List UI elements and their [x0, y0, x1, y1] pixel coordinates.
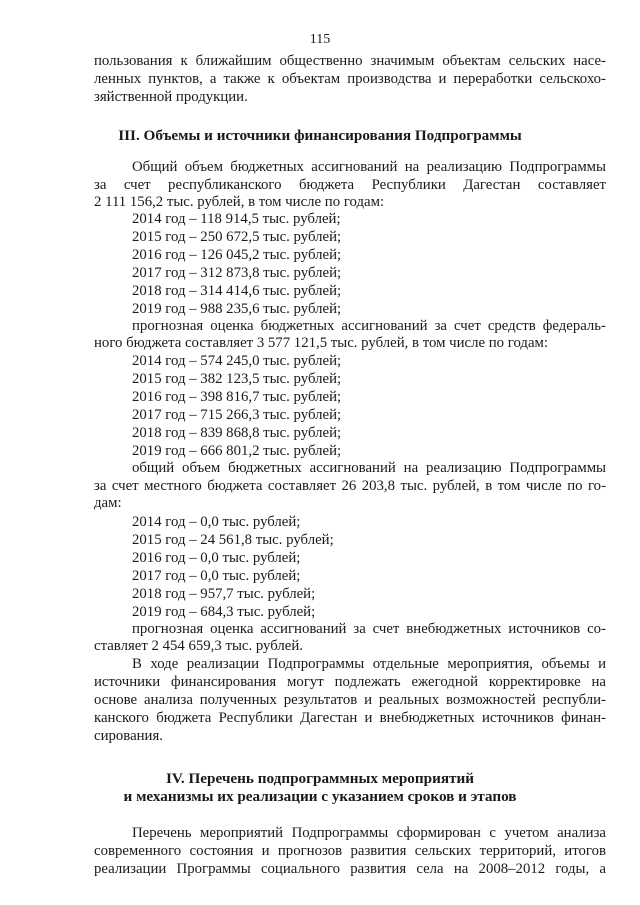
loc-year-2016: 2016 год – 0,0 тыс. рублей; [132, 550, 301, 566]
fed-year-2017: 2017 год – 715 266,3 тыс. рублей; [132, 407, 342, 423]
loc-year-2015: 2015 год – 24 561,8 тыс. рублей; [132, 532, 334, 548]
loc-year-2017: 2017 год – 0,0 тыс. рублей; [132, 568, 301, 584]
s4-para1-line-2: современного состояния и прогнозов развития сельских территорий, итогов [94, 843, 606, 859]
page-number: 115 [309, 32, 331, 47]
intro-line-2: ленных пунктов, а также к объектам производства и переработки сельскохо- [94, 71, 606, 87]
rep-year-2018: 2018 год – 314 414,6 тыс. рублей; [132, 283, 342, 299]
s3-para5-line-1: В ходе реализации Подпрограммы отдельные мероприятия, объемы и [132, 656, 606, 672]
s3-para2-line-1: прогнозная оценка бюджетных ассигнований за счет средств федераль- [132, 318, 606, 334]
s3-para3-line-3: дам: [94, 495, 122, 511]
s3-para1-line-2: за счет республиканского бюджета Республики Дагестан составляет [94, 177, 606, 193]
loc-year-2019: 2019 год – 684,3 тыс. рублей; [132, 604, 316, 620]
rep-year-2014: 2014 год – 118 914,5 тыс. рублей; [132, 211, 341, 227]
s3-para3-line-1: общий объем бюджетных ассигнований на реализацию Подпрограммы [132, 460, 606, 476]
intro-line-1: пользования к ближайшим общественно значимым объектам сельских насе- [94, 53, 606, 69]
loc-year-2018: 2018 год – 957,7 тыс. рублей; [132, 586, 316, 602]
section-4-heading-line-2: и механизмы их реализации с указанием сроков и этапов [123, 788, 517, 805]
s3-para5-line-5: сирования. [94, 728, 163, 744]
fed-year-2015: 2015 год – 382 123,5 тыс. рублей; [132, 371, 342, 387]
s4-para1-line-1: Перечень мероприятий Подпрограммы сформирован с учетом анализа [132, 825, 606, 841]
rep-year-2015: 2015 год – 250 672,5 тыс. рублей; [132, 229, 342, 245]
s3-para4-line-2: ставляет 2 454 659,3 тыс. рублей. [94, 638, 303, 654]
s3-para1-line-1: Общий объем бюджетных ассигнований на реализацию Подпрограммы [132, 159, 606, 175]
fed-year-2019: 2019 год – 666 801,2 тыс. рублей; [132, 443, 342, 459]
s4-para1-line-3: реализации Программы социального развития села на 2008–2012 годы, а [94, 861, 606, 877]
s3-para3-line-2: за счет местного бюджета составляет 26 203,8 тыс. рублей, в том числе по го- [94, 478, 606, 494]
loc-year-2014: 2014 год – 0,0 тыс. рублей; [132, 514, 301, 530]
section-3-heading: III. Объемы и источники финансирования Подпрограммы [118, 127, 522, 144]
s3-para5-line-3: основе анализа полученных результатов и реальных возможностей республи- [94, 692, 606, 708]
intro-line-3: зяйственной продукции. [94, 89, 248, 105]
s3-para5-line-4: канского бюджета Республики Дагестан и внебюджетных источников финан- [94, 710, 606, 726]
s3-para5-line-2: источники финансирования могут подлежать ежегодной корректировке на [94, 674, 606, 690]
s3-para2-line-2: ного бюджета составляет 3 577 121,5 тыс. рублей, в том числе по годам: [94, 335, 548, 351]
s3-para4-line-1: прогнозная оценка ассигнований за счет внебюджетных источников со- [132, 621, 606, 637]
rep-year-2019: 2019 год – 988 235,6 тыс. рублей; [132, 301, 342, 317]
rep-year-2017: 2017 год – 312 873,8 тыс. рублей; [132, 265, 342, 281]
fed-year-2014: 2014 год – 574 245,0 тыс. рублей; [132, 353, 342, 369]
rep-year-2016: 2016 год – 126 045,2 тыс. рублей; [132, 247, 342, 263]
fed-year-2018: 2018 год – 839 868,8 тыс. рублей; [132, 425, 342, 441]
fed-year-2016: 2016 год – 398 816,7 тыс. рублей; [132, 389, 342, 405]
s3-para1-line-3: 2 111 156,2 тыс. рублей, в том числе по годам: [94, 194, 385, 210]
section-4-heading-line-1: IV. Перечень подпрограммных мероприятий [165, 770, 475, 787]
